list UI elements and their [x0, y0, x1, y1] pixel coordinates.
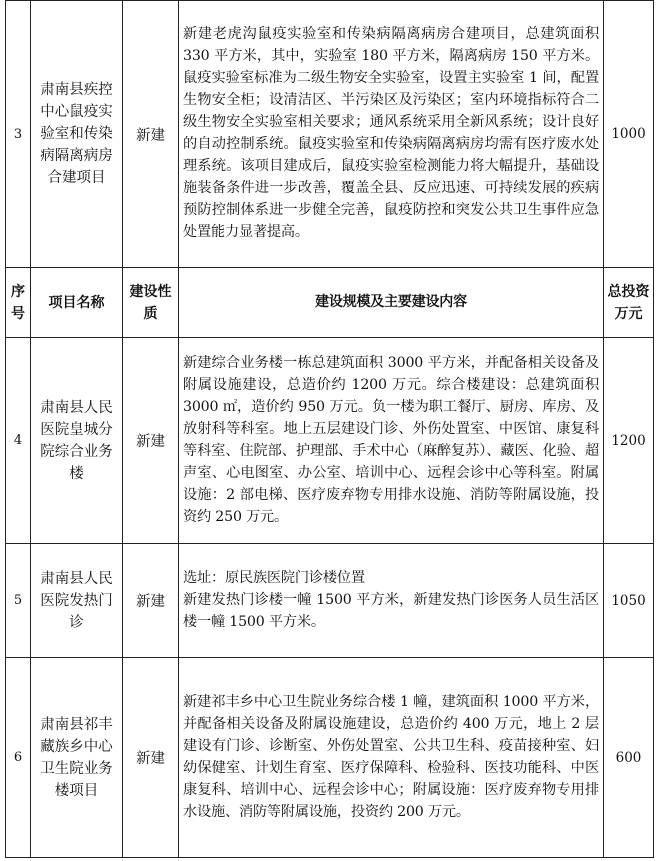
table-row — [6, 1, 654, 268]
table-header-row — [6, 268, 654, 338]
table-row — [6, 658, 654, 858]
header-type: 建设性质 — [123, 268, 179, 338]
header-no: 序号 — [6, 268, 31, 338]
header-name: 项目名称 — [31, 268, 123, 338]
construction-type: 新建 — [123, 1, 179, 268]
project-content — [179, 658, 604, 858]
content-paragraph: 选址：原民族医院门诊楼位置 — [183, 569, 365, 586]
project-table — [5, 0, 654, 858]
header-content: 建设规模及主要建设内容 — [179, 268, 604, 338]
project-name: 肃南县人民医院发热门诊 — [31, 544, 123, 658]
row-number: 5 — [6, 544, 31, 658]
total-investment: 1000 — [604, 1, 654, 268]
content-paragraph: 新建老虎沟鼠疫实验室和传染病隔离病房合建项目，总建筑面积 330 平方米，其中，实验室 180 平方米，隔离病房 150 平方米。鼠疫实验室标准为二级生物安全实验室，设置主实验室 1 间，配置生物安全柜；设清洁区、半污染区及污染区；室内环境指标符合二级生物安全实验室相关要求；通风系统采用全新风系统；设计良好的自动控制系统。鼠疫实验室和传染病隔离病房均需有医疗废水处理系统。该项目建成后，鼠疫实验室检测能力将大幅提升，基础设施装备条件进一步改善，覆盖全县、反应迅速、可持续发展的疾病预防控制体系进一步健全完善，鼠疫防控和突发公共卫生事件应急处置能力显著提高。 — [183, 26, 599, 240]
project-name: 肃南县疾控中心鼠疫实验室和传染病隔离病房合建项目 — [31, 1, 123, 268]
total-investment: 1050 — [604, 544, 654, 658]
total-investment: 600 — [604, 658, 654, 858]
total-investment: 1200 — [604, 338, 654, 544]
construction-type: 新建 — [123, 338, 179, 544]
construction-type: 新建 — [123, 544, 179, 658]
project-content — [179, 338, 604, 544]
table-row — [6, 338, 654, 544]
row-number: 6 — [6, 658, 31, 858]
project-content — [179, 1, 604, 268]
project-name: 肃南县人民医院皇城分院综合业务楼 — [31, 338, 123, 544]
row-number: 4 — [6, 338, 31, 544]
project-name: 肃南县祁丰藏族乡中心卫生院业务楼项目 — [31, 658, 123, 858]
content-paragraph: 新建祁丰乡中心卫生院业务综合楼 1 幢，建筑面积 1000 平方米，并配备相关设备及附属设施建设，总造价约 400 万元，地上 2 层建设有门诊、诊断室、外伤处置室、公共卫生科、疫苗接种室、妇幼保健室、计划生育室、医疗保障科、检验科、医技功能科、中医康复科、培训中心、远程会诊中心；附属设施：医疗废弃物专用排水设施、消防等附属设施，投资约 200 万元。 — [183, 693, 599, 820]
content-paragraph: 新建综合业务楼一栋总建筑面积 3000 平方米，并配备相关设备及附属设施建设，总造价约 1200 万元。综合楼建设：总建筑面积 3000 ㎡，造价约 950 万元。负一楼为职工餐厅、厨房、库房、及放射科等科室。地上五层建设门诊、外伤处置室、中医馆、康复科等科室、住院部、护理部、手术中心（麻醉复苏）、藏医、化验、超声室、心电图室、办公室、培训中心、远程会诊中心等科室。附属设施：2 部电梯、医疗废弃物专用排水设施、消防等附属设施，投资约 250 万元。 — [183, 354, 599, 525]
project-content — [179, 544, 604, 658]
table-row — [6, 544, 654, 658]
row-number: 3 — [6, 1, 31, 268]
header-invest: 总投资万元 — [604, 268, 654, 338]
construction-type: 新建 — [123, 658, 179, 858]
content-paragraph: 新建发热门诊楼一幢 1500 平方米，新建发热门诊医务人员生活区楼一幢 1500 平方米。 — [183, 591, 599, 630]
